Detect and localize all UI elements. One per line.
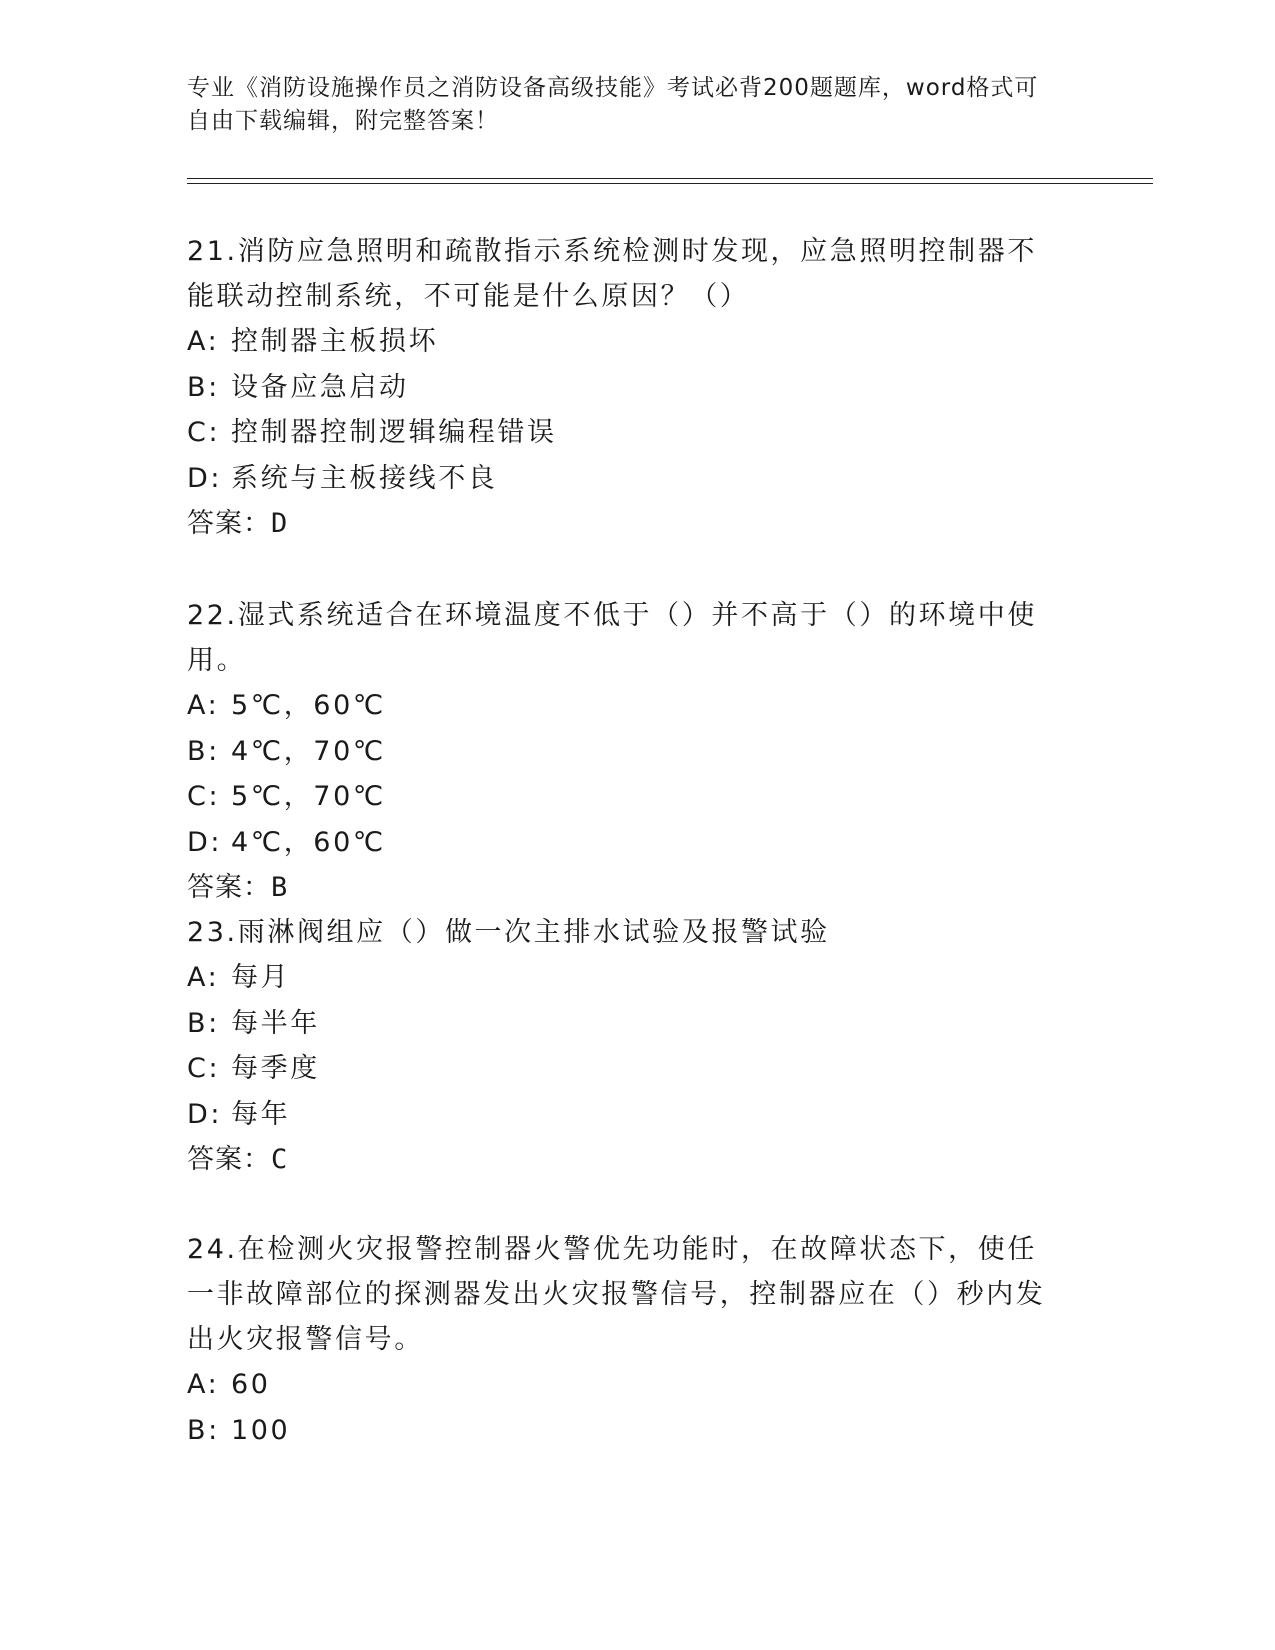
- option-c: [187, 1046, 1087, 1092]
- option-text: 设备应急启动: [231, 371, 409, 403]
- option-text: 每年: [231, 1098, 291, 1130]
- option-label: A:: [187, 962, 220, 993]
- question-22: [187, 593, 1087, 910]
- option-label: B:: [187, 1414, 220, 1446]
- option-a: [187, 319, 1087, 365]
- option-label: B:: [187, 1007, 220, 1039]
- option-text: 每月: [231, 962, 291, 993]
- option-d: [187, 1092, 1087, 1138]
- option-label: D:: [187, 826, 223, 858]
- answer: 答案：D: [187, 508, 289, 539]
- option-text: 每季度: [231, 1053, 320, 1084]
- document-header: [187, 72, 1067, 138]
- option-text: 4℃，60℃: [231, 826, 386, 858]
- option-label: B:: [187, 371, 220, 403]
- header-line-2: 自由下载编辑，附完整答案！: [187, 108, 499, 134]
- question-text: 21.消防应急照明和疏散指示系统检测时发现，应急照明控制器不能联动控制系统，不可能是什么原因？（）: [187, 236, 1037, 312]
- option-text: 60: [231, 1369, 271, 1400]
- option-label: B:: [187, 735, 220, 767]
- option-label: C:: [187, 417, 221, 448]
- header-divider-top: [187, 178, 1153, 179]
- option-text: 控制器控制逻辑编程错误: [231, 417, 557, 448]
- option-text: 每半年: [231, 1007, 320, 1039]
- option-label: D:: [187, 462, 223, 494]
- answer: 答案：C: [187, 1144, 289, 1175]
- question-text: 23.雨淋阀组应（）做一次主排水试验及报警试验: [187, 917, 830, 948]
- option-a: [187, 955, 1087, 1001]
- option-b: [187, 729, 1087, 775]
- option-b: [187, 1001, 1087, 1047]
- option-text: 5℃，60℃: [231, 690, 386, 721]
- question-21: [187, 229, 1087, 546]
- option-b: [187, 1408, 1087, 1454]
- option-label: C:: [187, 781, 221, 812]
- option-label: D:: [187, 1098, 223, 1130]
- option-d: [187, 456, 1087, 502]
- header-divider-bottom: [187, 183, 1153, 184]
- option-label: A:: [187, 690, 220, 721]
- answer: 答案：B: [187, 872, 289, 903]
- question-text: 22.湿式系统适合在环境温度不低于（）并不高于（）的环境中使用。: [187, 600, 1037, 676]
- option-c: [187, 410, 1087, 456]
- question-24: [187, 1227, 1087, 1453]
- option-label: A:: [187, 326, 220, 357]
- option-c: [187, 774, 1087, 820]
- option-text: 系统与主板接线不良: [231, 462, 498, 494]
- option-text: 4℃，70℃: [231, 735, 386, 767]
- option-text: 5℃，70℃: [231, 781, 386, 812]
- question-23: [187, 910, 1087, 1182]
- option-text: 控制器主板损坏: [231, 326, 439, 357]
- option-a: [187, 683, 1087, 729]
- option-text: 100: [231, 1414, 291, 1446]
- option-label: C:: [187, 1053, 221, 1084]
- header-line-1: 专业《消防设施操作员之消防设备高级技能》考试必背200题题库，word格式可: [187, 75, 1039, 101]
- option-b: [187, 365, 1087, 411]
- option-a: [187, 1362, 1087, 1408]
- question-text: 24.在检测火灾报警控制器火警优先功能时，在故障状态下，使任一非故障部位的探测器发出火灾报警信号，控制器应在（）秒内发出火灾报警信号。: [187, 1234, 1046, 1355]
- option-label: A:: [187, 1369, 220, 1400]
- option-d: [187, 820, 1087, 866]
